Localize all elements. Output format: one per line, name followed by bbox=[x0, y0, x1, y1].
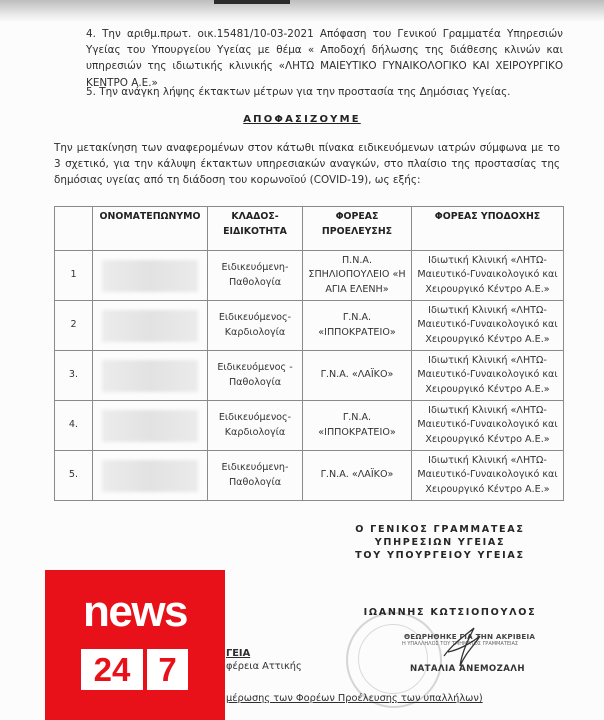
clerk-name: ΝΑΤΑΛΙΑ ΑΝΕΜΟΖΑΛΗ bbox=[410, 664, 525, 674]
header-full-name: ΟΝΟΜΑΤΕΠΩΝΥΜΟ bbox=[93, 207, 208, 251]
row-origin: Γ.Ν.Α. «ΛΑΪΚΟ» bbox=[303, 451, 412, 501]
header-origin: ΦΟΡΕΑΣ ΠΡΟΕΛΕΥΣΗΣ bbox=[303, 207, 412, 251]
row-specialty: Ειδικευόμενος-Καρδιολογία bbox=[208, 301, 303, 351]
distribution-recipient: φέρεια Αττικής bbox=[226, 661, 302, 672]
row-specialty: Ειδικευόμενη-Παθολογία bbox=[208, 251, 303, 301]
row-specialty: Ειδικευόμενος - Παθολογία bbox=[208, 351, 303, 401]
blurred-name bbox=[102, 360, 198, 392]
decision-heading: ΑΠΟΦΑΣΙΖΟΥΜΕ bbox=[243, 114, 361, 125]
row-number: 3. bbox=[55, 351, 93, 401]
news247-logo bbox=[45, 570, 225, 720]
top-dark-bar bbox=[214, 0, 290, 4]
blurred-name bbox=[102, 260, 198, 292]
row-number: 4. bbox=[55, 401, 93, 451]
table-row bbox=[55, 301, 564, 351]
row-host: Ιδιωτική Κλινική «ΛΗΤΩ-Μαιευτικό-Γυναικολογικό και Χειρουργικό Κέντρο Α.Ε.» bbox=[412, 451, 564, 501]
redacted-name bbox=[93, 251, 208, 301]
header-number bbox=[55, 207, 93, 251]
redacted-name bbox=[93, 401, 208, 451]
row-specialty: Ειδικευόμενη-Παθολογία bbox=[208, 451, 303, 501]
row-origin: Γ.Ν.Α. «ΙΠΠΟΚΡΑΤΕΙΟ» bbox=[303, 301, 412, 351]
doctors-table bbox=[54, 206, 564, 501]
row-host: Ιδιωτική Κλινική «ΛΗΤΩ-Μαιευτικό-Γυναικολογικό και Χειρουργικό Κέντρο Α.Ε.» bbox=[412, 351, 564, 401]
signatory-title-line: Ο ΓΕΝΙΚΟΣ ΓΡΑΜΜΑΤΕΑΣ bbox=[355, 524, 525, 535]
item-5-paragraph: 5. Την ανάγκη λήψης έκτακτων μέτρων για την προστασία της Δημόσιας Υγείας. bbox=[86, 86, 511, 98]
row-host: Ιδιωτική Κλινική «ΛΗΤΩ-Μαιευτικό-Γυναικολογικό και Χειρουργικό Κέντρο Α.Ε.» bbox=[412, 301, 564, 351]
header-specialty: ΚΛΑΔΟΣ-ΕΙΔΙΚΟΤΗΤΑ bbox=[208, 207, 303, 251]
logo-word: news bbox=[82, 587, 188, 636]
distribution-note: μέρωσης των Φορέων Προέλευσης των υπαλλήλων) bbox=[226, 693, 483, 704]
certification-text: ΘΕΩΡΗΘΗΚΕ ΓΙΑ ΤΗΝ ΑΚΡΙΒΕΙΑ bbox=[404, 632, 536, 641]
signatory-title-line: ΤΟΥ ΥΠΟΥΡΓΕΙΟΥ ΥΓΕΙΑΣ bbox=[355, 550, 525, 561]
certification-subtext: Η ΥΠΑΛΛΗΛΟΣ ΤΟΥ ΤΜΗΜΑΤΟΣ ΓΡΑΜΜΑΤΕΙΑΣ bbox=[402, 641, 519, 647]
logo-number-7: 7 bbox=[147, 649, 188, 690]
row-origin: Γ.Ν.Α. «ΛΑΪΚΟ» bbox=[303, 351, 412, 401]
row-host: Ιδιωτική Κλινική «ΛΗΤΩ-Μαιευτικό-Γυναικολογικό και Χειρουργικό Κέντρο Α.Ε.» bbox=[412, 251, 564, 301]
item-4-paragraph: 4. Την αριθμ.πρωτ. οικ.15481/10-03-2021 Απόφαση του Γενικού Γραμματέα Υπηρεσιών Υγείας του Υπουργείου Υγείας με θέμα « Αποδοχή δήλωσης της διάθεσης κλινών και υπηρεσιών της ιδιωτικής κλινικής «ΛΗΤΩ ΜΑΙΕΥΤΙΚΟ ΓΥΝΑΙΚΟΛΟΓΙΚΟ ΚΑΙ ΧΕΙΡΟΥΡΓΙΚΟ ΚΕΝΤΡΟ Α.Ε.» bbox=[86, 28, 563, 89]
table-row bbox=[55, 351, 564, 401]
redacted-name bbox=[93, 451, 208, 501]
redacted-name bbox=[93, 351, 208, 401]
table-header-row bbox=[55, 207, 564, 251]
blurred-name bbox=[102, 410, 198, 442]
logo-number-24: 24 bbox=[81, 649, 143, 690]
table-row bbox=[55, 451, 564, 501]
header-host: ΦΟΡΕΑΣ ΥΠΟΔΟΧΗΣ bbox=[412, 207, 564, 251]
scan-top-shadow bbox=[0, 0, 604, 22]
blurred-name bbox=[102, 460, 198, 492]
table-row bbox=[55, 251, 564, 301]
distribution-heading: ΓΕΙΑ bbox=[226, 648, 251, 659]
intro-paragraph: Την μετακίνηση των αναφερομένων στον κάτωθι πίνακα ειδικευόμενων ιατρών σύμφωνα με το 3 σχετικό, για την κάλυψη έκτακτων υπηρεσιακών αναγκών, στο πλαίσιο της προστασίας της δημόσιας υγείας από τη διάδοση του κορωνοϊού (COVID-19), ως εξής: bbox=[54, 142, 560, 187]
row-number: 1 bbox=[55, 251, 93, 301]
row-number: 2 bbox=[55, 301, 93, 351]
signatory-title-line: ΥΠΗΡΕΣΙΩΝ ΥΓΕΙΑΣ bbox=[374, 537, 506, 548]
signatory-title bbox=[290, 523, 590, 562]
row-origin: Γ.Ν.Α. «ΙΠΠΟΚΡΑΤΕΙΟ» bbox=[303, 401, 412, 451]
signatory-name: ΙΩΑΝΝΗΣ ΚΩΤΣΙΟΠΟΥΛΟΣ bbox=[363, 607, 537, 618]
row-origin: Π.Ν.Α. ΣΠΗΛΙΟΠΟΥΛΕΙΟ «Η ΑΓΙΑ ΕΛΕΝΗ» bbox=[303, 251, 412, 301]
blurred-name bbox=[102, 310, 198, 342]
table-row bbox=[55, 401, 564, 451]
row-host: Ιδιωτική Κλινική «ΛΗΤΩ-Μαιευτικό-Γυναικολογικό και Χειρουργικό Κέντρο Α.Ε.» bbox=[412, 401, 564, 451]
row-number: 5. bbox=[55, 451, 93, 501]
redacted-name bbox=[93, 301, 208, 351]
row-specialty: Ειδικευόμενος-Καρδιολογία bbox=[208, 401, 303, 451]
